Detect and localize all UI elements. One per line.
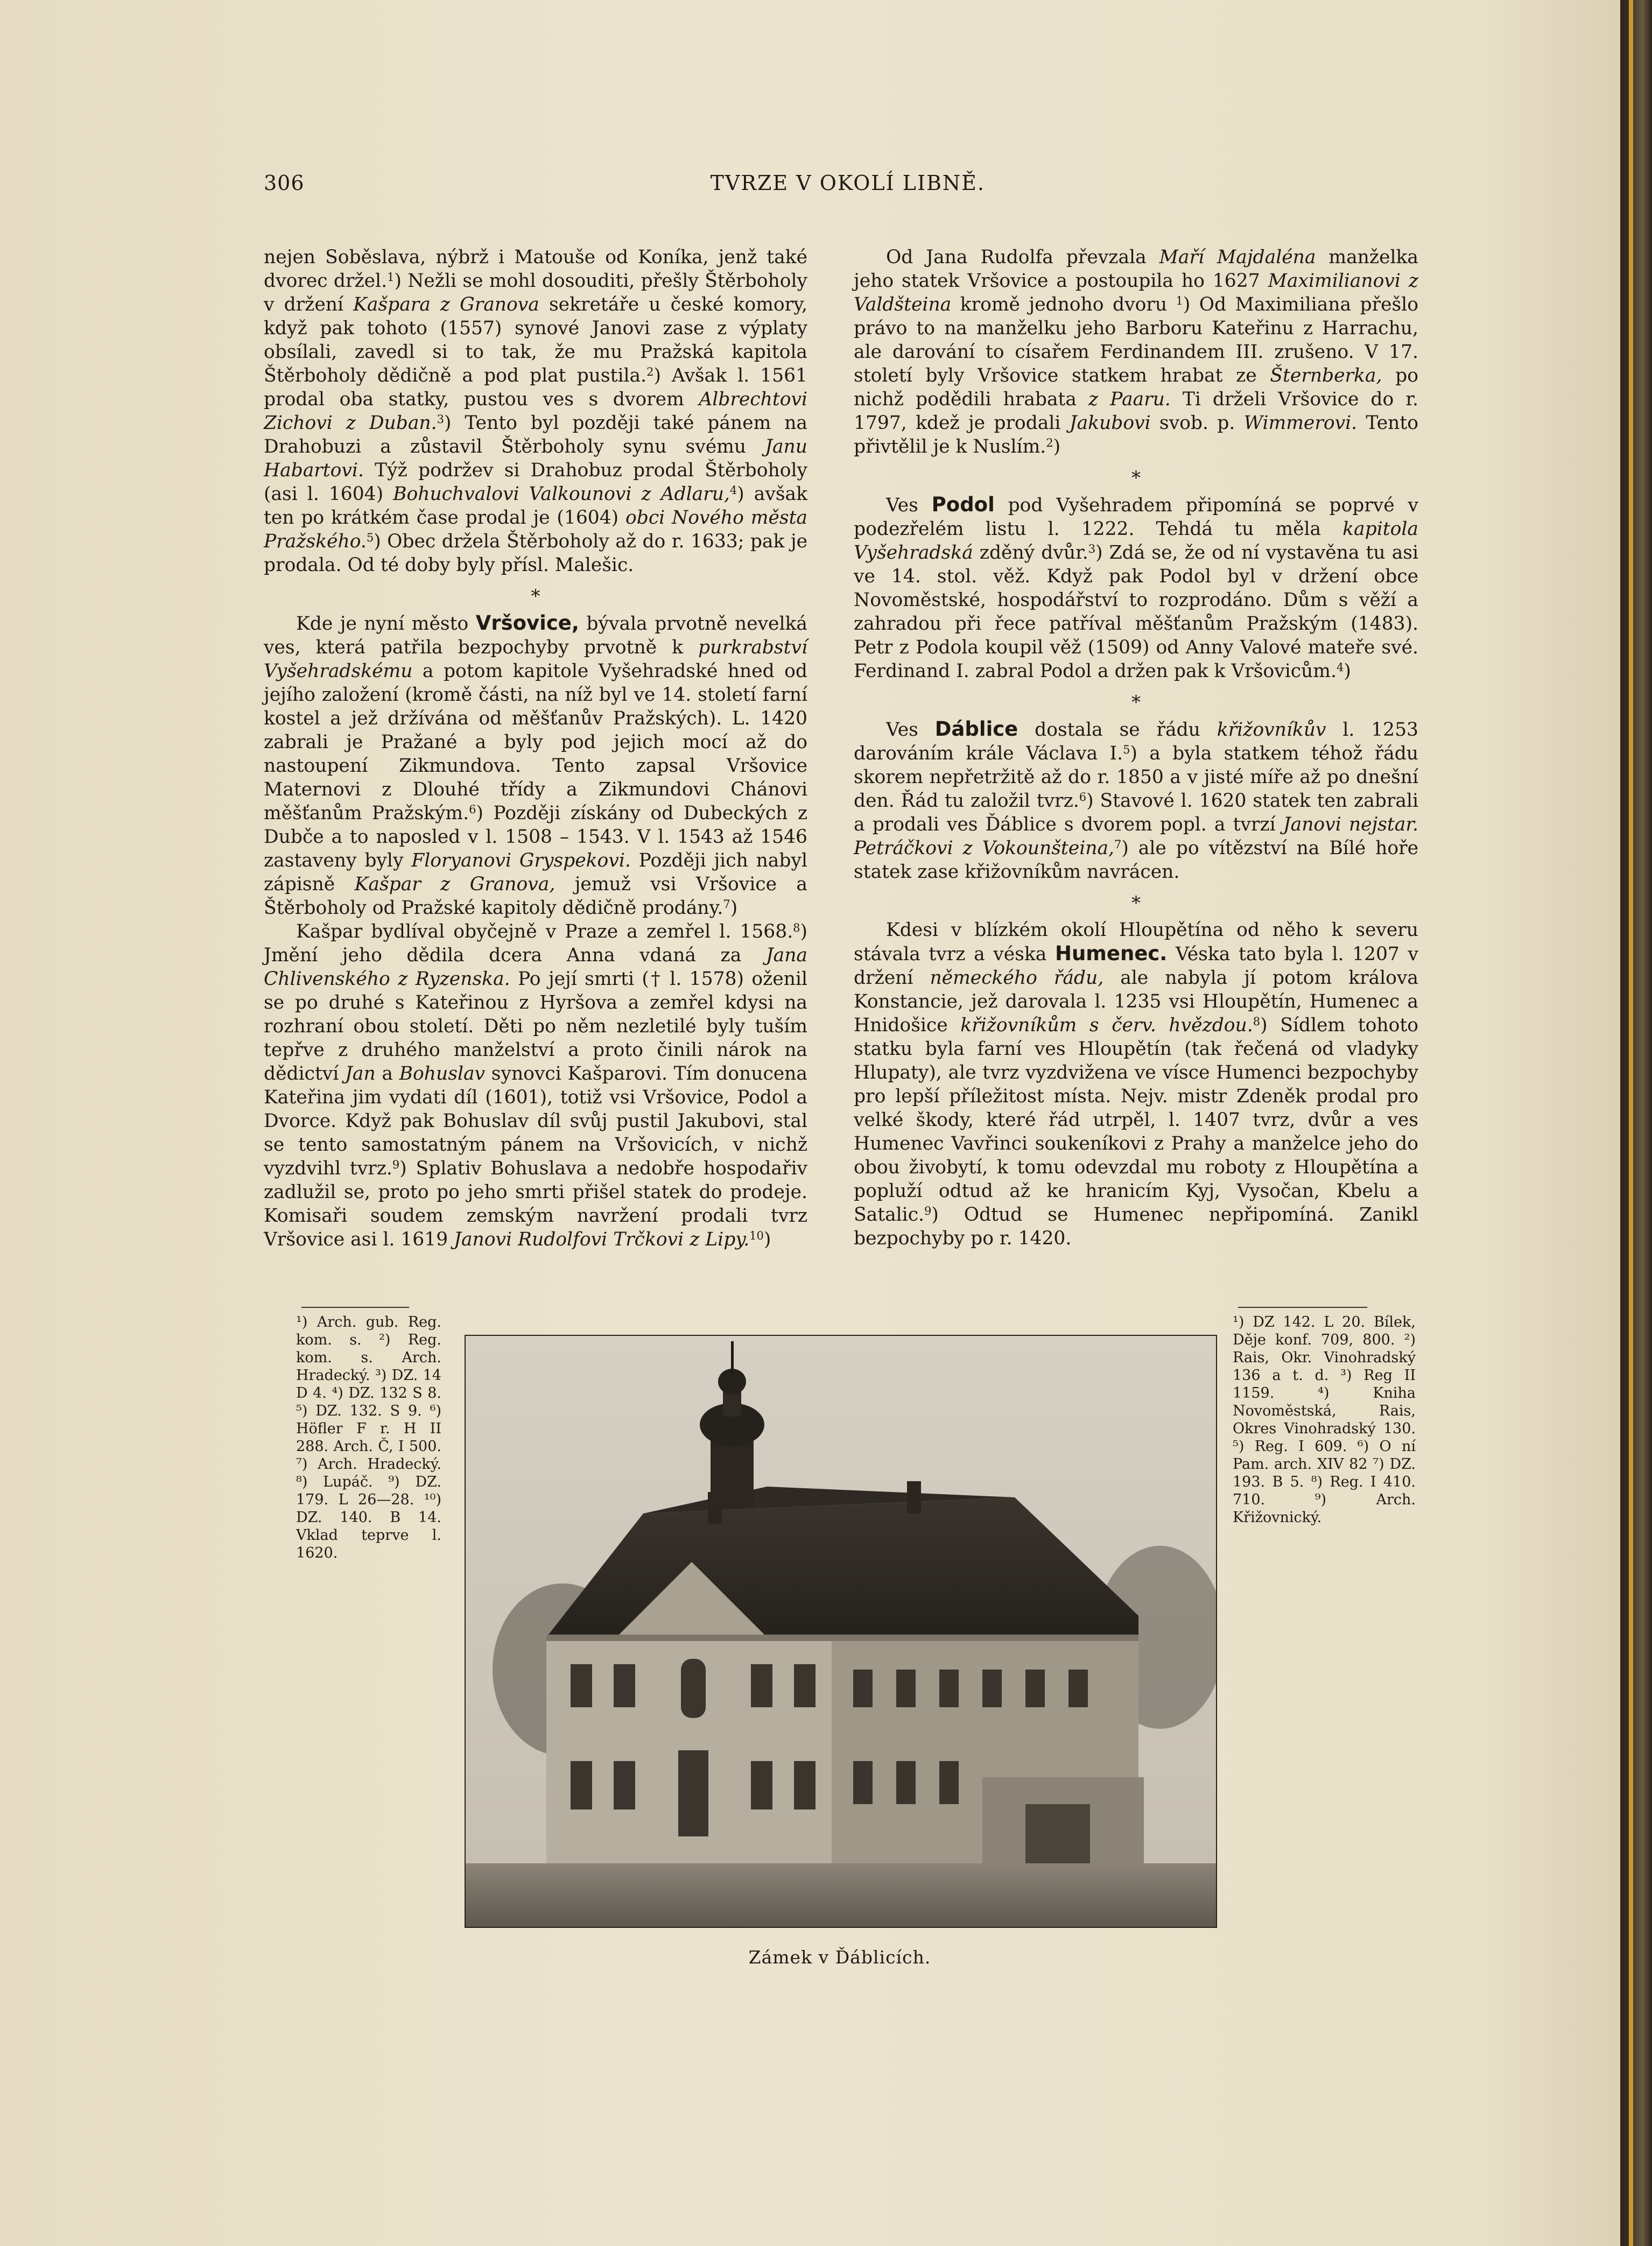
footnotes-right: ¹) DZ 142. L 20. Bílek, Děje konf. 709, 800. ²) Rais, Okr. Vinohradský 136 a t. d. ³) Reg II 1159. ⁴) Kniha Novoměstská, Rais, Okres Vinohradský 130. ⁵) Reg. I 609. ⁶) O ní Pam. arch. XIV 82 ⁷) DZ. 193. B 5. ⁸) Reg. I 410. 710. ⁹) Arch. Křižovnický. [1233,1314,1416,1526]
book-binding-edge [1620,0,1652,2246]
footnotes-left: ¹) Arch. gub. Reg. kom. s. ²) Reg. kom. s. Arch. Hradecký. ³) DZ. 14 D 4. ⁴) DZ. 132 S 8. ⁵) DZ. 132. S 9. ⁶) Höfler F r. H II 288. Arch. Č, I 500. ⁷) Arch. Hradecký. ⁸) Lupáč. ⁹) DZ. 179. L 26—28. ¹⁰) DZ. 140. B 14. Vklad teprve l. 1620. [296,1314,441,1561]
figure-caption: Zámek v Ďáblicích. [748,1947,931,1968]
running-head [264,171,985,203]
paragraph-kaspar: Kašpar bydlíval obyčejně v Praze a zemřel l. 1568.$^8$) Jmění jeho dědila dcera Anna vdaná za Jana Chlivenského z Ryzenska. Po její smrti († l. 1578) oženil se po druhé s Kateřinou z Hyršova a zemřel kdysi na rozhraní obou století. Děti po něm nezletilé byly tuším tepřve z druhého manželství a proto činili nárok na dědictví Jan a Bohuslav synovci Kašparovi. Tím donucena Kateřina jim vydati díl (1601), totiž vsi Vršovice, Podol a Dvorce. Když pak Bohuslav díl svůj pustil Jakubovi, stal se tento samostatným pánem na Vršovicích, v nichž vyzdvihl tvrz.$^9$) Splativ Bohuslava a nedobře hospodařiv zadlužil se, proto po jeho smrti přišel statek do prodeje. Komisaři soudem zemským navržení prodali tvrz Vršovice asi l. 1619 Janovi Rudolfovi Trčkovi z Lipy.$^{10}$) [264,921,807,1250]
section-separator: * [531,586,540,607]
section-separator: * [1131,892,1141,914]
chateau-photograph [465,1335,1217,1928]
section-separator: * [1131,467,1141,489]
chateau-illustration [466,1336,1216,1927]
paragraph-vrsovice: Kde je nyní město Vršovice, bývala prvotně nevelká ves, která patřila bezpochyby prvotně k purkrabství Vyšehradskému a potom kapitole Vyšehradské hned od jejího založení (kromě části, na níž byl ve 14. století farní kostel a jež držívána od měšťanův Pražských). L. 1420 zabrali je Pražané a byly pod jejich mocí až do nastoupení Zikmundova. Tento zapsal Vršovice Maternovi z Dlouhé třídy a Zikmundovi Chánovi měšťanům Pražským.$^6$) Později získány od Dubeckých z Dubče a to naposled v l. 1508 – 1543. V l. 1543 až 1546 zastaveny byly Floryanovi Gryspekovi. Později jich nabyl zápisně Kašpar z Granova, jemuž vsi Vršovice a Štěrboholy od Pražské kapitoly dědičně prodány.$^7$) [264,611,808,919]
place-name-podol: Podol [931,493,995,516]
left-column [264,245,807,1251]
right-column [854,245,1418,1250]
paragraph-vrsovice-owners: Od Jana Rudolfa převzala Maří Majdaléna manželka jeho statek Vršovice a postoupila ho 1627 Maximilianovi z Valdšteina kromě jednoho dvoru $^1$) Od Maximiliana přešlo právo to na manželku jeho Barboru Kateřinu z Harrachu, ale darování to císařem Ferdinandem III. zrušeno. V 17. století byly Vršovice statkem hrabat ze Šternberka, po nichž podědili hrabata z Paaru. Ti drželi Vršovice do r. 1797, kdež je prodali Jakubovi svob. p. Wimmerovi. Tento přivtělil je k Nuslím.$^2$) [854,247,1419,457]
section-separator: * [1131,692,1141,713]
place-name-humenec: Humenec. [1055,942,1168,965]
paragraph-humenec: Kdesi v blízkém okolí Hloupětína od něho k severu stávala tvrz a véska Humenec. Véska tato byla l. 1207 v držení německého řádu, ale nabyla jí potom králova Konstancie, jež darovala l. 1235 vsi Hloupětín, Humenec a Hnidošice křižovníkům s červ. hvězdou.$^8$) Sídlem tohoto statku byla farní ves Hloupětín (tak řečená od vladyky Hlupaty), ale tvrz vyzdvižena ve vísce Humenci bezpochyby pro lepší příležitost místa. Nejv. mistr Zdeněk prodal pro velké škody, které řád utrpěl, l. 1407 tvrz, dvůr a ves Humenec Vavřinci soukeníkovi z Prahy a manželce jeho do obou živobytí, k tomu odevzdal mu roboty z Hloupětína a popluží odtud až ke hranicím Kyj, Vysočan, Kbelu a Satalic.$^9$) Odtud se Humenec nepřipomíná. Zanikl bezpochyby po r. 1420. [854,919,1419,1249]
place-name-vrsovice: Vršovice, [475,611,579,635]
footnote-rule-left [301,1307,409,1308]
paragraph-sterboholy: nejen Soběslava, nýbrž i Matouše od Koníka, jenž také dvorec držel.$^1$) Nežli se mohl dosouditi, přešly Štěrboholy v držení Kašpara z Granova sekretáře u české komory, když pak tohoto (1557) synové Janovi zase z výplaty obsílali, zavedl si to tak, že mu Pražská kapitola Štěrboholy dědičně a pod plat pustila.$^2$) Avšak l. 1561 prodal oba statky, pustou ves s dvorem Albrechtovi Zichovi z Duban.$^3$) Tento byl později také pánem na Drahobuzi a zůstavil Štěrboholy synu svému Janu Habartovi. Týž podržev si Drahobuz prodal Štěrboholy (asi l. 1604) Bohuchvalovi Valkounovi z Adlaru,$^4$) avšak ten po krátkém čase prodal je (1604) obci Nového města Pražského.$^5$) Obec držela Štěrboholy až do r. 1633; pak je prodala. Od té doby byly přísl. Malešic. [264,247,808,576]
place-name-dablice: Dáblice [934,717,1018,741]
running-title: TVRZE V OKOLÍ LIBNĚ. [710,171,985,195]
paragraph-dablice: Ves Dáblice dostala se řádu křižovníkův l. 1253 darováním krále Václava I.$^5$) a byla statkem téhož řádu skorem nepřetržitě až do r. 1850 a v jisté míře až po dnešní den. Řád tu založil tvrz.$^6$) Stavové l. 1620 statek ten zabrali a prodali ves Ďáblice s dvorem popl. a tvrzí Janovi nejstar. Petráčkovi z Vokounšteina,$^7$) ale po vítězství na Bílé hoře statek zase křižovníkům navrácen. [854,717,1419,883]
page-number: 306 [264,171,305,195]
binding-bar [1629,0,1633,2246]
paragraph-podol: Ves Podol pod Vyšehradem připomíná se poprvé v podezřelém listu l. 1222. Tehdá tu měla kapitola Vyšehradská zděný dvůr.$^3$) Zdá se, že od ní vystavěna tu asi ve 14. stol. věž. Když pak Podol byl v držení obce Novoměstské, hospodářství to rozprodáno. Dům s věží a zahradou při řece patříval měšťanům Pražským (1483). Petr z Podola koupil věž (1509) od Anny Valové mateře své. Ferdinand I. zabral Podol a držen pak k Vršovicům.$^4$) [854,493,1418,682]
footnote-rule-right [1238,1307,1367,1308]
